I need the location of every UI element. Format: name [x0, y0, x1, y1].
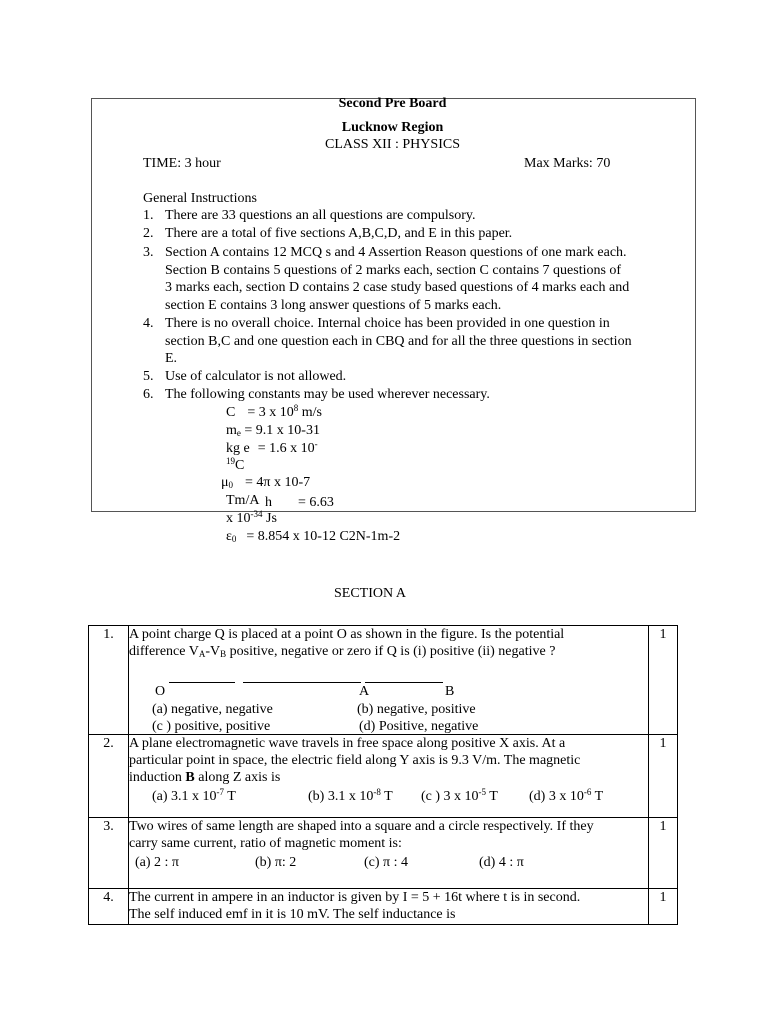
instruction-text: There are 33 questions an all questions are compulsory. — [165, 208, 476, 223]
instruction-text: 3 marks each, section D contains 2 case study based questions of 4 marks each and — [165, 280, 630, 295]
constant-h-exponent: x $10^{-34}$ Js — [226, 509, 277, 526]
question-text: A point charge Q is placed at a point O as shown in the figure. Is the potential — [129, 627, 565, 642]
figure-line — [243, 682, 361, 683]
option-c: (c ) 3 x $10^{-5}$ T — [421, 787, 498, 804]
instruction-text: The following constants may be used wherever necessary. — [165, 387, 490, 402]
constant-h: h = 6.63 — [265, 495, 334, 510]
table-row — [89, 735, 678, 818]
constant-e: kg e = 1.6 x 10- — [226, 439, 318, 456]
instructions-title: General Instructions — [143, 191, 257, 206]
instruction-text: section B,C and one question each in CBQ and for all the three questions in section — [165, 334, 632, 349]
class-title: CLASS XII : PHYSICS — [325, 137, 460, 152]
instruction-text: Section B contains 5 questions of 2 marks each, section C contains 7 questions of — [165, 263, 622, 278]
constant-mu: $\mu_0 = 4\pi$ x 10-7 — [221, 475, 311, 490]
table-row — [89, 626, 678, 735]
option-d: (d) Positive, negative — [359, 719, 479, 734]
instruction-text: Section A contains 12 MCQ s and 4 Assertion Reason questions of one mark each. — [165, 245, 627, 260]
question-number: 3. — [89, 818, 129, 889]
question-text: difference $V_A-V_B$ positive, negative or zero if Q is (i) positive (ii) negative ? — [129, 644, 556, 659]
instruction-number: 4. — [143, 316, 154, 331]
question-text: carry same current, ratio of magnetic moment is: — [129, 836, 402, 851]
instruction-number: 5. — [143, 369, 154, 384]
figure-point-o: O — [155, 684, 166, 699]
option-d: (d) 3 x $10^{-6}$ T — [529, 787, 604, 804]
option-c: (c ) positive, positive — [152, 719, 271, 734]
constant-epsilon: $\varepsilon_0 = 8.854$ x 10-12 C2N-1m-2 — [226, 529, 401, 544]
section-title: SECTION A — [334, 586, 406, 601]
question-marks: 1 — [649, 818, 678, 889]
region-title: Lucknow Region — [341, 120, 444, 135]
instruction-text: E. — [165, 351, 178, 366]
max-marks-label: Max Marks: 70 — [524, 156, 611, 171]
question-text: induction B along Z axis is — [129, 770, 281, 785]
question-number: 2. — [89, 735, 129, 818]
question-text: The current in ampere in an inductor is given by I = 5 + 16t where t is in second. — [129, 890, 581, 905]
question-text: particular point in space, the electric field along Y axis is 9.3 V/m. The magnetic — [129, 753, 581, 768]
question-body — [129, 889, 649, 925]
figure-line — [169, 682, 235, 683]
instruction-text: Use of calculator is not allowed. — [165, 369, 347, 384]
constant-c: C = 3 x $10^8$ m/s — [226, 403, 322, 420]
instruction-text: There is no overall choice. Internal choice has been provided in one question in — [165, 316, 610, 331]
figure-point-b: B — [445, 684, 455, 699]
option-b: (b) negative, positive — [357, 702, 476, 717]
option-a: (a) negative, negative — [152, 702, 273, 717]
option-a: (a) 3.1 x $10^{-7}$ T — [152, 787, 236, 804]
question-body — [129, 818, 649, 889]
table-row — [89, 818, 678, 889]
option-b: (b) 3.1 x $10^{-8}$ T — [308, 787, 393, 804]
option-a: (a) 2 : π — [135, 855, 179, 870]
constant-e-cont: $^{19}$C — [226, 456, 245, 473]
instruction-text: section E contains 3 long answer questions of 5 marks each. — [165, 298, 502, 313]
option-d: (d) 4 : π — [479, 855, 524, 870]
question-number: 1. — [89, 626, 129, 735]
instruction-number: 6. — [143, 387, 154, 402]
question-body — [129, 626, 649, 735]
questions-table — [88, 625, 678, 925]
question-text: Two wires of same length are shaped into a square and a circle respectively. If they — [129, 819, 594, 834]
question-body — [129, 735, 649, 818]
constant-me: $m_e = 9.1$ x 10-31 — [226, 423, 320, 438]
constant-tm: Tm/A — [226, 493, 260, 508]
question-number: 4. — [89, 889, 129, 925]
instruction-number: 3. — [143, 245, 154, 260]
figure-point-a: A — [359, 684, 370, 699]
question-text: The self induced emf in it is 10 mV. The self inductance is — [129, 907, 456, 922]
instruction-text: There are a total of five sections A,B,C,D, and E in this paper. — [165, 226, 513, 241]
instruction-number: 1. — [143, 208, 154, 223]
question-text: A plane electromagnetic wave travels in free space along positive X axis. At a — [129, 736, 566, 751]
time-label: TIME: 3 hour — [143, 156, 221, 171]
exam-title: Second Pre Board — [338, 96, 447, 111]
question-marks: 1 — [649, 626, 678, 735]
option-c: (c) π : 4 — [364, 855, 408, 870]
question-marks: 1 — [649, 889, 678, 925]
question-marks: 1 — [649, 735, 678, 818]
figure-line — [365, 682, 443, 683]
option-b: (b) π: 2 — [255, 855, 297, 870]
table-row — [89, 889, 678, 925]
instruction-number: 2. — [143, 226, 154, 241]
